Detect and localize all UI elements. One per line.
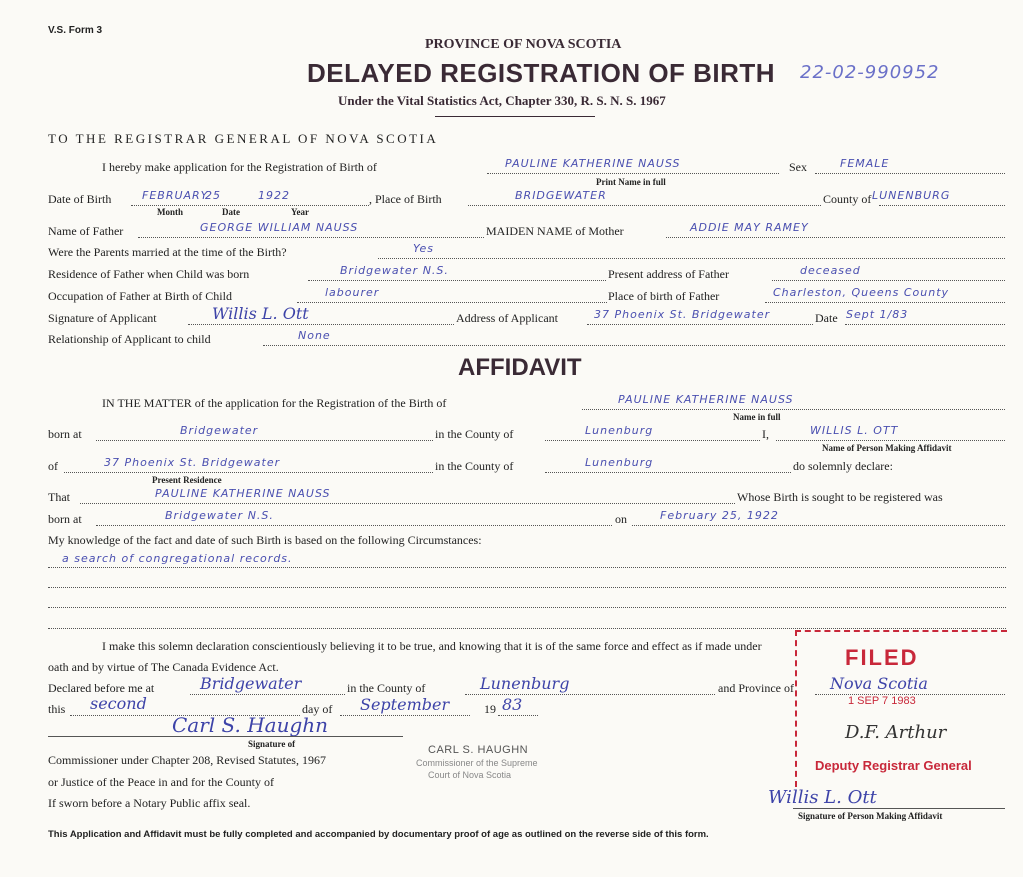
county-value: LUNENBURG — [872, 189, 951, 202]
affiant-caption: Name of Person Making Affidavit — [822, 443, 952, 453]
mother-line — [666, 237, 1005, 238]
residence-father-line — [308, 280, 606, 281]
pob-value: BRIDGEWATER — [515, 189, 607, 202]
pob-father-label: Place of birth of Father — [608, 289, 720, 303]
present-address: deceased — [800, 264, 861, 277]
registration-number: 22-02-990952 — [800, 62, 940, 83]
name-full-caption: Name in full — [733, 412, 781, 422]
date-line — [845, 324, 1005, 325]
county-label-2: in the County of — [435, 427, 514, 441]
form-subtitle: Under the Vital Statistics Act, Chapter 330, R. S. N. S. 1967 — [338, 93, 666, 108]
circumstance-line-1 — [48, 567, 1006, 568]
born-at-line-2 — [96, 525, 612, 526]
whose-birth-text: Whose Birth is sought to be registered was — [737, 490, 943, 504]
declared-year: 83 — [502, 695, 523, 714]
father-name: GEORGE WILLIAM NAUSS — [200, 221, 359, 234]
stamp-line-3: Court of Nova Scotia — [428, 770, 512, 780]
pob-father-line — [765, 302, 1005, 303]
declared-at: Bridgewater — [200, 674, 302, 693]
married-line — [378, 258, 1005, 259]
of-label: of — [48, 459, 58, 473]
child-name-line — [487, 173, 779, 174]
application-date: Sept 1/83 — [846, 308, 909, 321]
circumstance: a search of congregational records. — [62, 552, 293, 565]
stamp-line-2: Commissioner of the Supreme — [416, 758, 538, 768]
jp-line: or Justice of the Peace in and for the County of — [48, 775, 274, 789]
circumstance-line-3 — [48, 607, 1006, 608]
day-word: second — [90, 694, 147, 713]
commissioner-sig-line — [48, 736, 403, 737]
affiant-name: WILLIS L. OTT — [810, 424, 899, 437]
born-at-2: Bridgewater N.S. — [165, 509, 274, 522]
solemn-text-2: oath and by virtue of The Canada Evidence Act. — [48, 660, 279, 674]
relationship-line — [263, 345, 1005, 346]
declared-county: Lunenburg — [480, 674, 570, 693]
county-label: County of — [823, 192, 872, 206]
residence-father-label: Residence of Father when Child was born — [48, 267, 250, 281]
matter-name: PAULINE KATHERINE NAUSS — [618, 393, 794, 406]
relationship-label: Relationship of Applicant to child — [48, 332, 211, 346]
that-line — [80, 503, 735, 504]
form-id: V.S. Form 3 — [48, 25, 103, 36]
declared-label: Declared before me at — [48, 681, 155, 695]
county-line-3 — [545, 472, 791, 473]
affiant-line — [776, 440, 1005, 441]
registrar-signature: D.F. Arthur — [845, 722, 947, 743]
sex-label: Sex — [789, 160, 807, 174]
father-line — [138, 237, 484, 238]
county-line — [879, 205, 1005, 206]
person-signature: Willis L. Ott — [768, 787, 877, 808]
born-date: February 25, 1922 — [660, 509, 779, 522]
affidavit-county-2: Lunenburg — [585, 456, 654, 469]
dob-year: 1922 — [258, 189, 290, 202]
declare-text: do solemnly declare: — [793, 459, 893, 473]
born-at: Bridgewater — [180, 424, 259, 437]
filed-date: 1 SEP 7 1983 — [848, 695, 916, 707]
day-of-label: day of — [302, 702, 333, 716]
knowledge-label: My knowledge of the fact and date of such Birth is based on the following Circumstances: — [48, 533, 482, 547]
on-line — [632, 525, 1005, 526]
occupation-label: Occupation of Father at Birth of Child — [48, 289, 232, 303]
affiant-residence: 37 Phoenix St. Bridgewater — [104, 456, 281, 469]
child-name: PAULINE KATHERINE NAUSS — [505, 157, 681, 170]
province-label: and Province of — [718, 681, 794, 695]
month-caption: Month — [157, 207, 184, 217]
county-line-2 — [545, 440, 760, 441]
applicant-address: 37 Phoenix St. Bridgewater — [594, 308, 771, 321]
residence-line — [64, 472, 433, 473]
month-line — [340, 715, 470, 716]
addressee: TO THE REGISTRAR GENERAL OF NOVA SCOTIA — [48, 131, 439, 146]
matter-label: IN THE MATTER of the application for the Registration of the Birth of — [102, 396, 447, 410]
relationship: None — [298, 329, 331, 342]
year-caption: Year — [291, 207, 309, 217]
mother-name: ADDIE MAY RAMEY — [690, 221, 809, 234]
commissioner-signature: Carl S. Haughn — [172, 713, 329, 737]
that-name: PAULINE KATHERINE NAUSS — [155, 487, 331, 500]
stamp-name: CARL S. HAUGHN — [428, 744, 529, 756]
application-intro: I hereby make application for the Registration of Birth of — [102, 160, 377, 174]
pob-line — [468, 205, 821, 206]
dob-line — [131, 205, 369, 206]
year-prefix: 19 — [484, 702, 496, 716]
circumstance-line-4 — [48, 628, 1006, 629]
dob-day: 25 — [205, 189, 221, 202]
county-label-3: in the County of — [435, 459, 514, 473]
person-sig-line — [793, 808, 1005, 809]
date-caption: Date — [222, 207, 240, 217]
present-address-label: Present address of Father — [608, 267, 729, 281]
declared-month: September — [360, 695, 450, 714]
pob-label: , Place of Birth — [369, 192, 442, 206]
residence-caption: Present Residence — [152, 475, 222, 485]
applicant-address-label: Address of Applicant — [456, 311, 558, 325]
signature-of-caption: Signature of — [248, 739, 296, 749]
solemn-text-1: I make this solemn declaration conscientiously believing it to be true, and knowing that it is of the same force and effect as if made under — [102, 639, 762, 653]
pob-father: Charleston, Queens County — [773, 286, 950, 299]
applicant-address-line — [587, 324, 813, 325]
occupation-line — [297, 302, 607, 303]
born-at-label: born at — [48, 427, 82, 441]
occupation: labourer — [325, 286, 380, 299]
dob-label: Date of Birth — [48, 192, 112, 206]
sex-line — [815, 173, 1005, 174]
print-name-caption: Print Name in full — [596, 177, 666, 187]
province-heading: PROVINCE OF NOVA SCOTIA — [425, 37, 622, 52]
date-label: Date — [815, 311, 838, 325]
title-rule — [435, 116, 595, 117]
declared-province: Nova Scotia — [830, 674, 928, 693]
married-value: Yes — [413, 242, 435, 255]
mother-label: MAIDEN NAME of Mother — [486, 224, 624, 238]
dob-month: FEBRUARY — [142, 189, 209, 202]
that-label: That — [48, 490, 70, 504]
i-label: I, — [762, 427, 769, 441]
on-label: on — [615, 512, 627, 526]
born-at-label-2: born at — [48, 512, 82, 526]
married-label: Were the Parents married at the time of the Birth? — [48, 245, 287, 259]
commissioner-line: Commissioner under Chapter 208, Revised Statutes, 1967 — [48, 753, 326, 767]
affidavit-heading: AFFIDAVIT — [458, 354, 582, 381]
deputy-registrar-stamp: Deputy Registrar General — [815, 758, 972, 773]
declared-line — [190, 694, 345, 695]
father-label: Name of Father — [48, 224, 124, 238]
filed-stamp: FILED — [845, 645, 919, 670]
residence-father: Bridgewater N.S. — [340, 264, 449, 277]
county-label-4: in the County of — [347, 681, 426, 695]
person-sig-caption: Signature of Person Making Affidavit — [798, 811, 943, 821]
signature-label: Signature of Applicant — [48, 311, 157, 325]
sex-value: FEMALE — [840, 157, 890, 170]
present-address-line — [772, 280, 1005, 281]
form-title: DELAYED REGISTRATION OF BIRTH — [307, 58, 776, 88]
signature-line — [188, 324, 454, 325]
circumstance-line-2 — [48, 587, 1006, 588]
notary-line: If sworn before a Notary Public affix seal. — [48, 796, 251, 810]
matter-line — [582, 409, 1005, 410]
affidavit-county: Lunenburg — [585, 424, 654, 437]
year-line — [498, 715, 538, 716]
born-at-line — [96, 440, 433, 441]
footer-notice: This Application and Affidavit must be fully completed and accompanied by documentary proof of age as outlined on the reverse side of this form. — [48, 829, 709, 840]
applicant-signature: Willis L. Ott — [212, 304, 309, 323]
this-label: this — [48, 702, 66, 716]
